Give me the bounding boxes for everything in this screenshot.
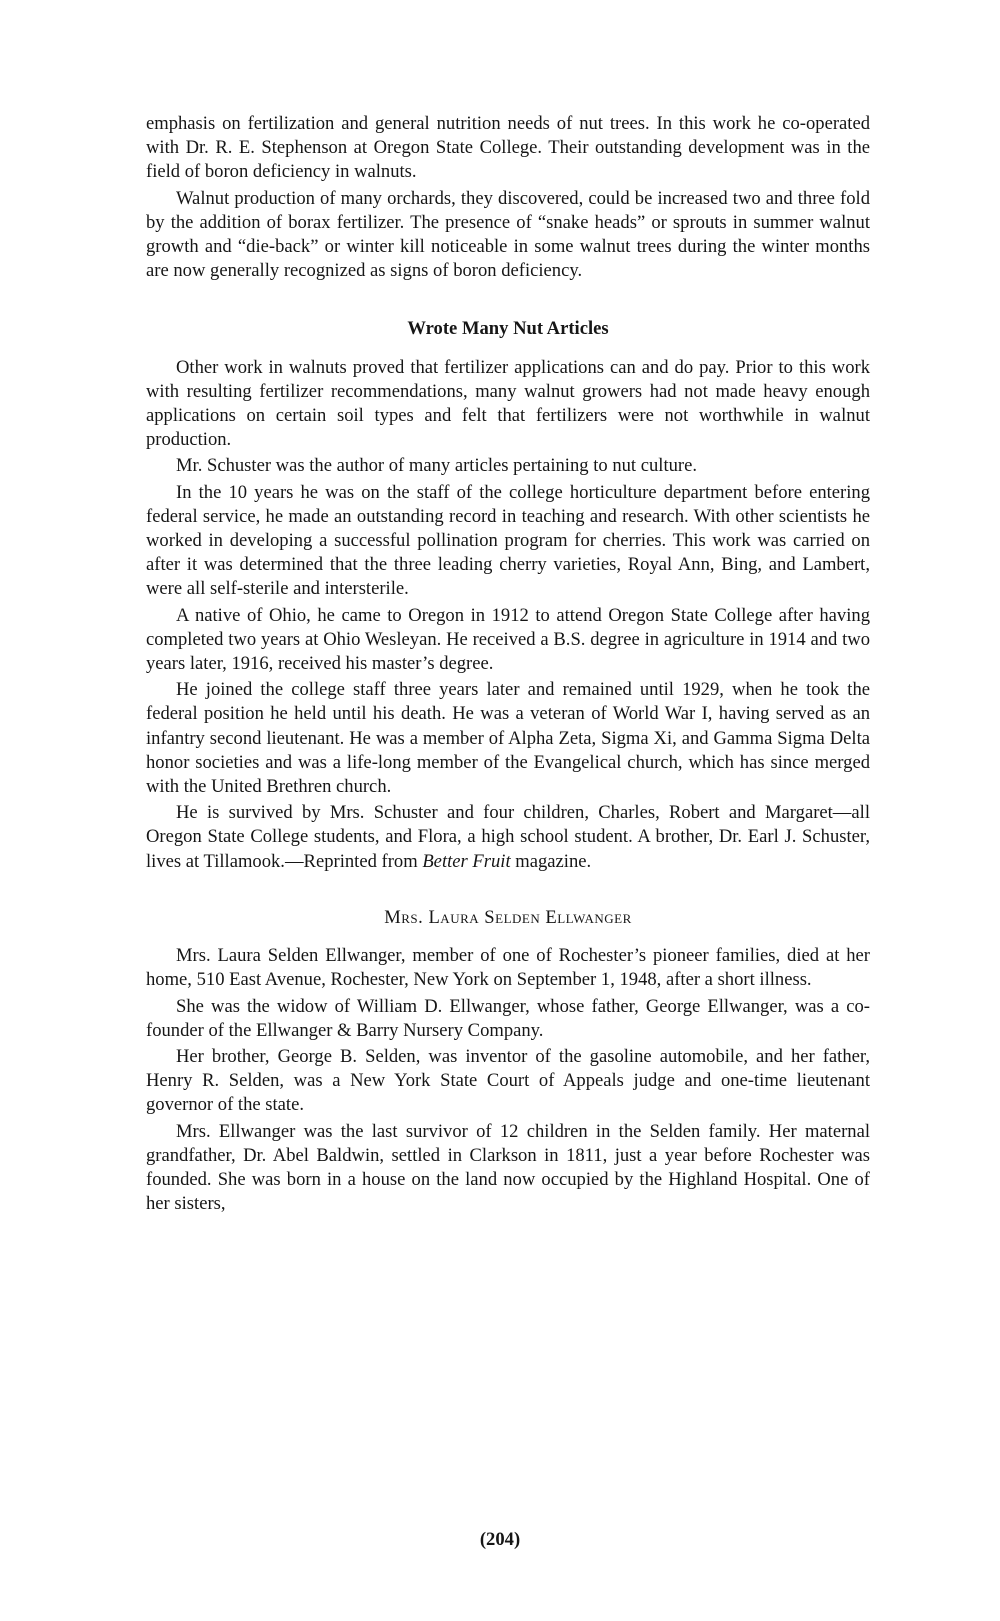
paragraph-ellwanger-brother: Her brother, George B. Selden, was inventor of the gasoline automobile, and her father, Henry R. Selden, was a New York State Court of Appeals judge and one-time lieutenant governor of the state. <box>146 1045 870 1116</box>
paragraph-ellwanger-died: Mrs. Laura Selden Ellwanger, member of one of Rochester’s pioneer families, died at her home, 510 East Avenue, Rochester, New York on September 1, 1948, after a short illness. <box>146 945 870 991</box>
paragraph-native-ohio: A native of Ohio, he came to Oregon in 1912 to attend Oregon State College after having completed two years at Ohio Wesleyan. He received a B.S. degree in agriculture in 1914 and two years later, 1916, received his master’s degree. <box>146 604 870 675</box>
paragraph-ellwanger-widow: She was the widow of William D. Ellwanger, whose father, George Ellwanger, was a co-founder of the Ellwanger & Barry Nursery Company. <box>146 995 870 1041</box>
paragraph-ten-years: In the 10 years he was on the staff of the college horticulture department before entering federal service, he made an outstanding record in teaching and research. With other scientists he worked in developing a successful pollination program for cherries. This work was carried on after it was determined that the three leading cherry varieties, Royal Ann, Bing, and Lambert, were all self-sterile and intersterile. <box>146 481 870 600</box>
page-body <box>146 112 870 1218</box>
survived-text: He is survived by Mrs. Schuster and four children, Charles, Robert and Margaret—all Oregon State College students, and Flora, a high school student. A brother, Dr. Earl J. Schuster, lives at Tillamook.—Reprinted from <box>146 802 870 872</box>
paragraph-author: Mr. Schuster was the author of many articles pertaining to nut culture. <box>176 455 698 477</box>
source-suffix: magazine. <box>510 850 592 872</box>
section-heading-nut-articles: Wrote Many Nut Articles <box>407 318 609 340</box>
paragraph-walnut-production: Walnut production of many orchards, they discovered, could be increased two and three fold by the addition of borax fertilizer. The presence of “snake heads” or sprouts in summer walnut growth and “die-back” or winter kill noticeable in some walnut trees during the winter months are now generally recognized as signs of boron deficiency. <box>146 187 870 282</box>
page-number: (204) <box>479 1529 521 1550</box>
paragraph-other-work: Other work in walnuts proved that fertilizer applications can and do pay. Prior to this work with resulting fertilizer recommendations, many walnut growers had not made heavy enough applications on certain soil types and felt that fertilizers were not worthwhile in walnut production. <box>146 356 870 451</box>
paragraph-ellwanger-survivor: Mrs. Ellwanger was the last survivor of 12 children in the Selden family. Her maternal grandfather, Dr. Abel Baldwin, settled in Clarkson in 1811, just a year before Rochester was founded. She was born in a house on the land now occupied by the Highland Hospital. One of her sisters, <box>146 1120 870 1215</box>
paragraph-survived-by <box>146 801 870 874</box>
paragraph-boron-intro: emphasis on fertilization and general nutrition needs of nut trees. In this work he co-operated with Dr. R. E. Stephenson at Oregon State College. Their outstanding development was in the field of boron deficiency in walnuts. <box>146 113 870 183</box>
paragraph-joined-staff: He joined the college staff three years later and remained until 1929, when he took the federal position he held until his death. He was a veteran of World War I, having served as an infantry second lieutenant. He was a member of Alpha Zeta, Sigma Xi, and Gamma Sigma Delta honor societies and was a life-long member of the Evangelical church, which has since merged with the United Brethren church. <box>146 679 870 798</box>
obituary-heading-ellwanger: Mrs. Laura Selden Ellwanger <box>384 906 632 928</box>
source-publication: Better Fruit <box>422 850 511 872</box>
